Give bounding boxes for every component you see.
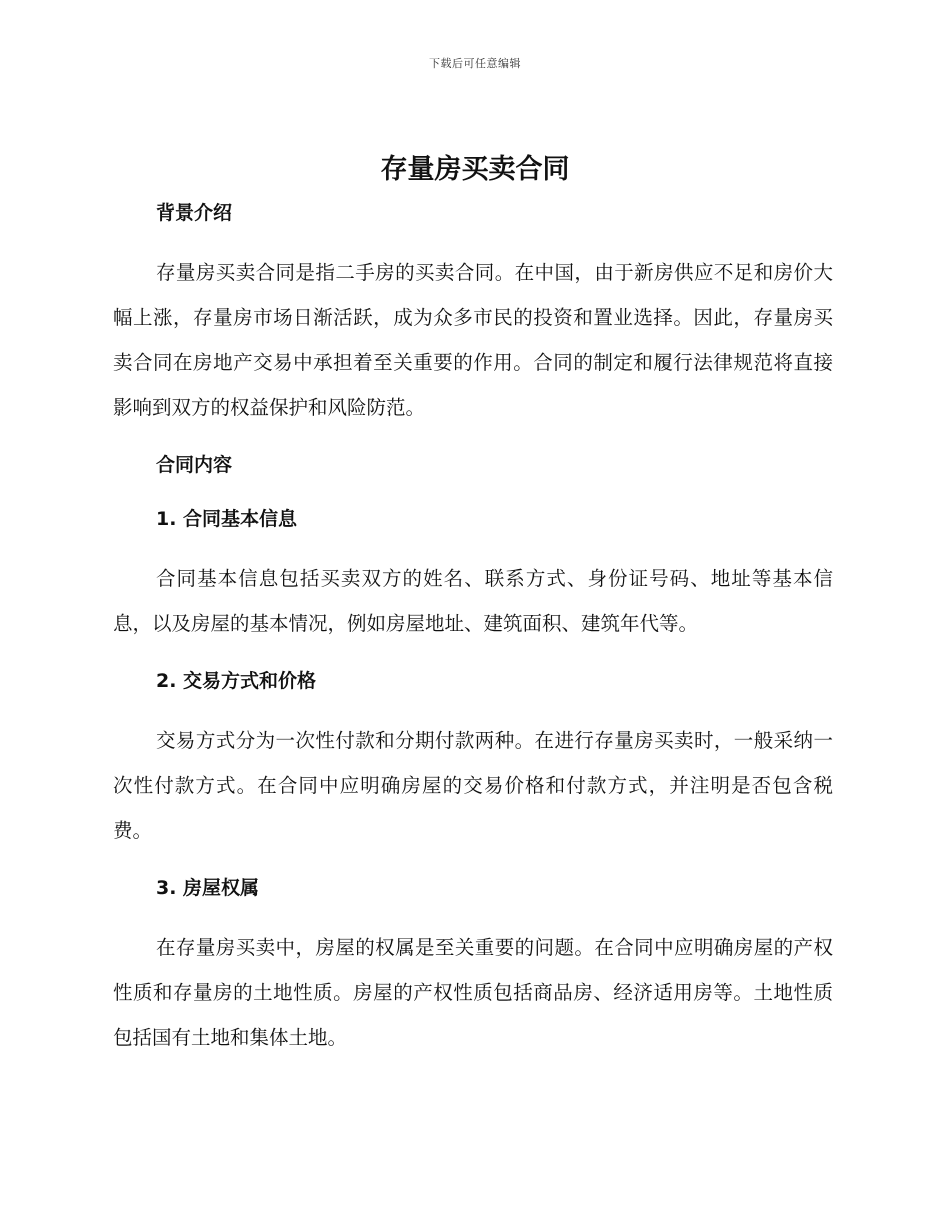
paragraph-payment: 交易方式分为一次性付款和分期付款两种。在进行存量房买卖时，一般采纳一次性付款方式。在合同中应明确房屋的交易价格和付款方式，并注明是否包含税费。 — [113, 729, 833, 842]
section-heading-basic-info: 1. 合同基本信息 — [156, 508, 298, 530]
paragraph-background: 存量房买卖合同是指二手房的买卖合同。在中国，由于新房供应不足和房价大幅上涨，存量房市场日渐活跃，成为众多市民的投资和置业选择。因此，存量房买卖合同在房地产交易中承担着至关重要的作用。合同的制定和履行法律规范将直接影响到双方的权益保护和风险防范。 — [113, 261, 833, 419]
header-note: 下载后可任意编辑 — [429, 57, 521, 70]
section-heading-payment: 2. 交易方式和价格 — [156, 670, 317, 692]
section-heading-background: 背景介绍 — [156, 202, 233, 224]
section-heading-contract-content: 合同内容 — [156, 454, 233, 476]
section-heading-ownership: 3. 房屋权属 — [156, 877, 260, 899]
paragraph-basic-info: 合同基本信息包括买卖双方的姓名、联系方式、身份证号码、地址等基本信息，以及房屋的基本情况，例如房屋地址、建筑面积、建筑年代等。 — [113, 567, 833, 635]
document-body — [113, 196, 833, 1060]
paragraph-ownership: 在存量房买卖中，房屋的权属是至关重要的问题。在合同中应明确房屋的产权性质和存量房的土地性质。房屋的产权性质包括商品房、经济适用房等。土地性质包括国有土地和集体土地。 — [113, 936, 833, 1049]
document-title: 存量房买卖合同 — [380, 154, 570, 185]
